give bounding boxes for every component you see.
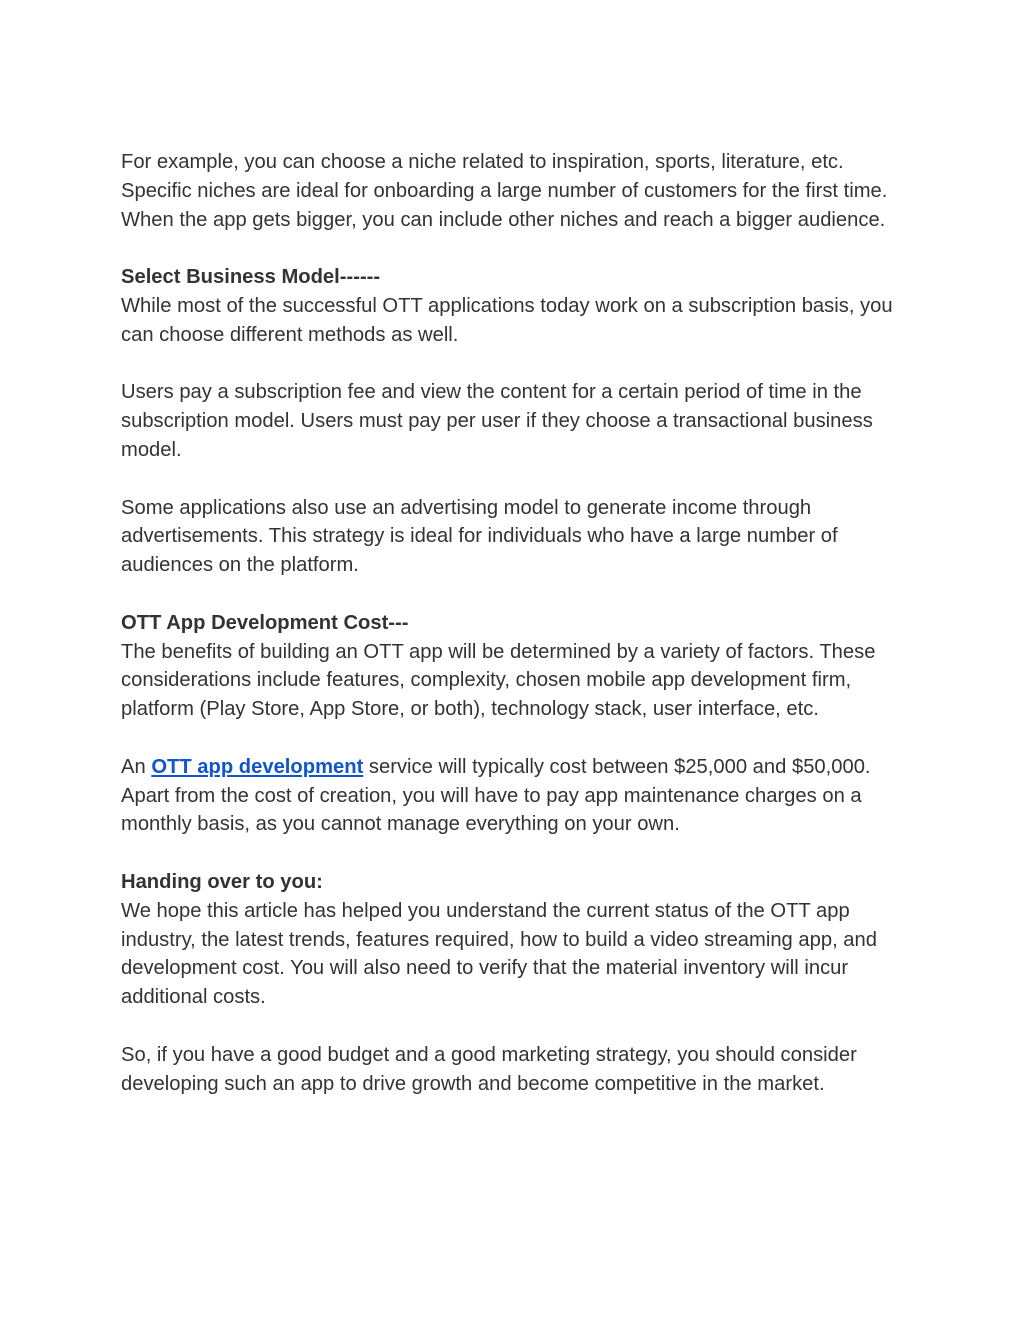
intro-paragraph: For example, you can choose a niche related to inspiration, sports, literature, etc. Specific niches are ideal for onboarding a large number of customers for the first time. When the app gets bigger, you can include other niches and reach a bigger audience. <box>121 151 888 231</box>
cost-paragraph-2 <box>121 753 911 839</box>
paragraph-spacer <box>121 465 911 494</box>
handing-over-paragraph-2: So, if you have a good budget and a good marketing strategy, you should consider developing such an app to drive growth and become competitive in the market. <box>121 1043 857 1095</box>
document-body <box>121 148 911 1098</box>
cost-paragraph-1: The benefits of building an OTT app will be determined by a variety of factors. These considerations include features, complexity, chosen mobile app development firm, platform (Play Store, App Store, or both), technology stack, user interface, etc. <box>121 640 876 721</box>
paragraph-spacer <box>121 234 911 263</box>
paragraph-spacer <box>121 580 911 609</box>
business-model-paragraph-2: Users pay a subscription fee and view the content for a certain period of time in the subscription model. Users must pay per user if they choose a transactional business model. <box>121 381 873 461</box>
cost-paragraph-2-suffix: service will typically cost between $25,000 and $50,000. Apart from the cost of creation, you will have to pay app maintenance charges on a monthly basis, as you cannot manage everything on your own. <box>121 755 871 836</box>
handing-over-heading: Handing over to you: <box>121 870 323 893</box>
cost-heading: OTT App Development Cost--- <box>121 611 409 634</box>
paragraph-spacer <box>121 350 911 379</box>
cost-paragraph-2-prefix: An <box>121 755 152 778</box>
paragraph-spacer <box>121 1012 911 1041</box>
business-model-paragraph-1: While most of the successful OTT applications today work on a subscription basis, you can choose different methods as well. <box>121 294 893 346</box>
business-model-paragraph-3: Some applications also use an advertising model to generate income through advertisements. This strategy is ideal for individuals who have a large number of audiences on the platform. <box>121 496 838 577</box>
business-model-heading: Select Business Model------ <box>121 266 381 289</box>
paragraph-spacer <box>121 839 911 868</box>
paragraph-spacer <box>121 724 911 753</box>
ott-app-development-link[interactable]: OTT app development <box>151 755 364 778</box>
handing-over-paragraph-1: We hope this article has helped you understand the current status of the OTT app industry, the latest trends, features required, how to build a video streaming app, and development cost. You will also need to verify that the material inventory will incur additional costs. <box>121 899 877 1009</box>
